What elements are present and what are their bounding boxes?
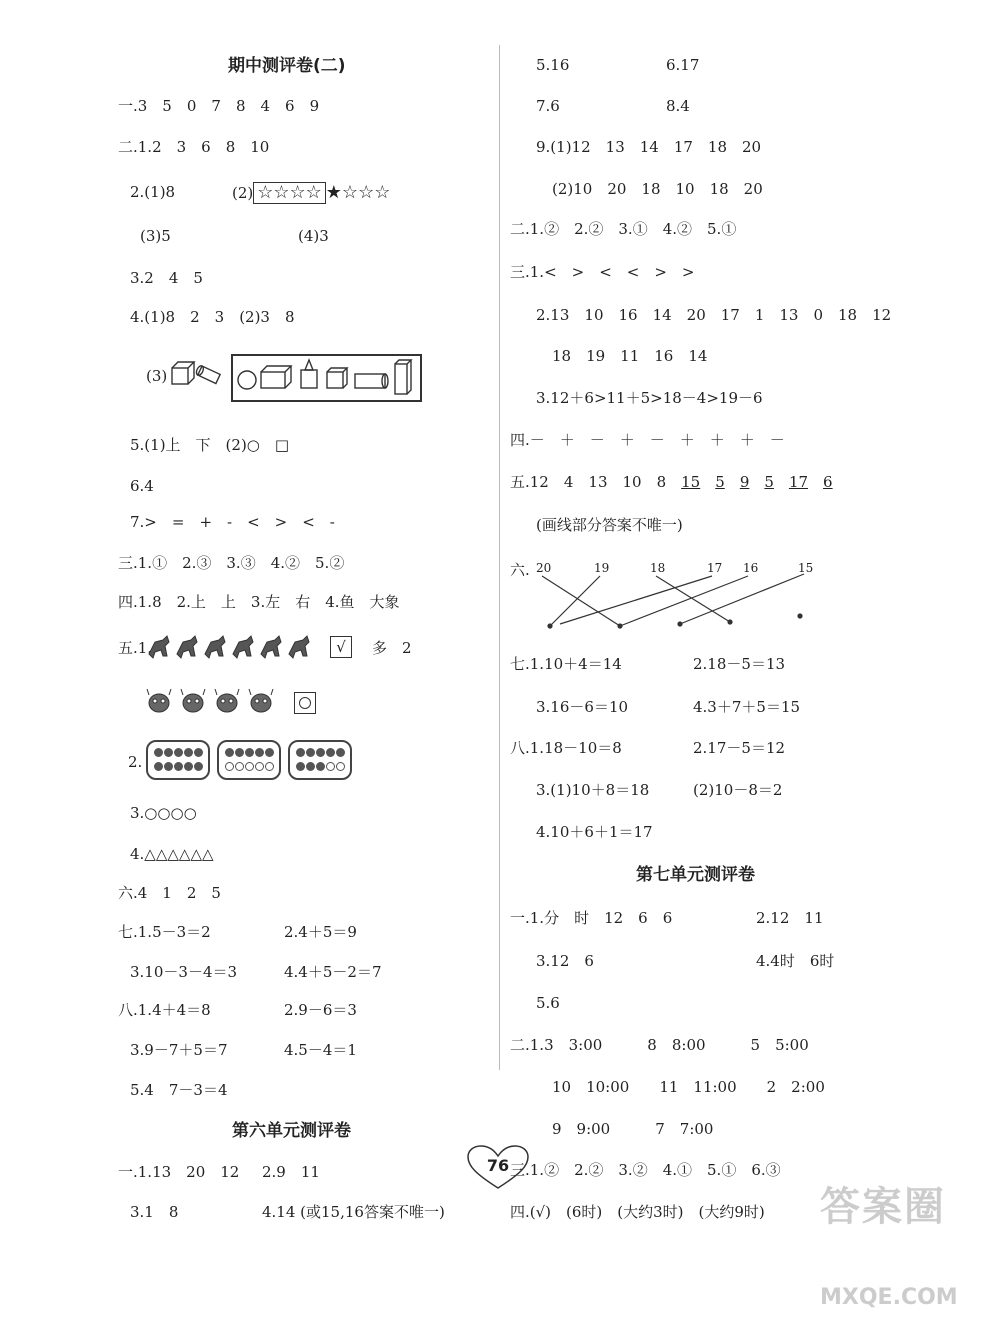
shapes-group-box [231,354,422,402]
answer-line: 2.9－6＝3 [284,1001,357,1019]
check-box: √ [330,636,352,658]
answer-line: 3.10－3－4＝3 [130,963,238,981]
underlined-answer: 15 [681,473,701,491]
section-title-midterm-2: 期中测评卷(二) [228,56,346,76]
underlined-answer: 5 [764,473,774,491]
answer-line: 6.4 [130,477,154,495]
match-number: 17 [707,561,723,575]
watermark-brand: 答案圈 [820,1184,946,1230]
answer-line: 4.14 (或15,16答案不唯一) [262,1203,445,1221]
horse-icons-row [145,632,315,664]
answer-line: 2.13 10 16 14 20 17 1 13 0 18 12 [536,306,892,324]
answer-line: 18 19 11 16 14 [552,347,708,365]
answer-label: 五.1. [118,639,153,657]
answer-line: 4.4＋5－2＝7 [284,963,382,981]
answer-line: 一.1.分 时 12 6 6 [510,909,673,927]
answer-line: 3.9－7＋5＝7 [130,1041,228,1059]
answer-line: 10 10:00 11 11:00 2 2:00 [552,1078,825,1096]
answer-line: 四.－ ＋ － ＋ － ＋ ＋ ＋ － [510,431,785,449]
answer-label: 六. [510,561,530,579]
answer-line: 2.(1)8 [130,183,176,201]
answer-line: 二.1.3 3:00 8 8:00 5 5:00 [510,1036,809,1054]
answer-line: 三.1.< > < < > > [510,263,695,281]
answer-label: 2. [128,753,143,771]
answer-line: (2)10 20 18 10 18 20 [552,180,763,198]
star-group-boxed: ☆☆☆☆ [253,182,326,204]
star-group-rest: ★☆☆☆ [325,182,391,203]
answer-line: 3.2 4 5 [130,269,203,287]
underlined-answer: 6 [823,473,833,491]
answer-line: 二.1.② 2.② 3.① 4.② 5.① [510,220,737,238]
matching-lines-figure [520,558,820,638]
answer-line: 一.1.13 20 12 [118,1163,240,1181]
answer-line: 三.1.① 2.③ 3.③ 4.② 5.② [118,554,345,572]
match-number: 20 [536,561,552,575]
match-number: 16 [743,561,759,575]
answer-line: (2)10－8＝2 [693,781,783,799]
answer-line: 3.12＋6>11＋5>18－4>19－6 [536,389,763,407]
solid-shapes-figure [168,358,228,392]
answer-line: 多 2 [372,639,412,657]
answer-line: 3.○○○○ [130,804,197,822]
section-title-unit-7: 第七单元测评卷 [636,865,755,885]
answer-line: 2.18－5＝13 [693,655,786,673]
underlined-answer: 5 [715,473,725,491]
answer-line: 3.16－6＝10 [536,698,629,716]
dot-frame [217,740,281,780]
dot-frame [146,740,210,780]
answer-line: 三.1.② 2.② 3.② 4.① 5.① 6.③ [510,1161,781,1179]
answer-line: 七.1.10＋4＝14 [510,655,622,673]
answer-line: 2.9 11 [262,1163,320,1181]
answer-line: 3.(1)10＋8＝18 [536,781,650,799]
answer-line: 5.4 7－3＝4 [130,1081,228,1099]
answer-line: 一.3 5 0 7 8 4 6 9 [118,97,320,115]
stars-answer [232,182,390,204]
answer-line: 3.12 6 [536,952,594,970]
underlined-answer: 17 [788,473,809,491]
answer-line: 四.(√) (6时) (大约3时) (大约9时) [510,1203,765,1221]
answer-line: 6.17 [666,56,700,74]
watermark-site: MXQE.COM [820,1285,958,1310]
answer-line: 5.(1)上 下 (2)○ □ [130,436,290,454]
answer-text: 五.12 4 13 10 8 [510,473,667,491]
answer-line: 2.12 11 [756,909,824,927]
answer-line: 八.1.4＋4＝8 [118,1001,211,1019]
cow-icons-row [145,685,275,719]
answer-line: 4.5－4＝1 [284,1041,357,1059]
answer-line: 7.> = + - < > < - [130,513,335,531]
answer-label: (2) [232,184,254,202]
answer-line: 2.4＋5＝9 [284,923,357,941]
underlined-answer: 9 [739,473,750,491]
page-number: 76 [486,1156,510,1175]
answer-line: 4.10＋6＋1＝17 [536,823,653,841]
answer-line: 四.1.8 2.上 上 3.左 右 4.鱼 大象 [118,593,400,611]
answer-line: 4.△△△△△△ [130,845,214,863]
section-title-unit-6: 第六单元测评卷 [232,1121,351,1141]
answer-line: 5.16 [536,56,570,74]
answer-line: 4.3＋7＋5＝15 [693,698,801,716]
answer-line: 5.6 [536,994,560,1012]
answer-note: (画线部分答案不唯一) [536,516,683,534]
answer-line: (4)3 [298,227,329,245]
answer-line: (3)5 [140,227,171,245]
answer-line: 4.(1)8 2 3 (2)3 8 [130,308,295,326]
page-number-badge [466,1144,530,1190]
column-divider [499,45,500,1070]
watermark [820,1175,958,1310]
answer-line: 六.4 1 2 5 [118,884,221,902]
answer-line: 8.4 [666,97,690,115]
match-number: 15 [798,561,814,575]
answer-line: 7.6 [536,97,560,115]
circle-box [294,692,316,714]
dot-frame [288,740,352,780]
answer-line-underlined [510,472,833,492]
answer-line: 二.1.2 3 6 8 10 [118,138,270,156]
answer-line: 4.4时 6时 [756,952,835,970]
match-number: 18 [650,561,666,575]
answer-label: (3) [146,367,168,385]
answer-line: 八.1.18－10＝8 [510,739,622,757]
answer-line: 2.17－5＝12 [693,739,786,757]
answer-line: 3.1 8 [130,1203,179,1221]
answer-line: 七.1.5－3＝2 [118,923,211,941]
answer-line: 9 9:00 7 7:00 [552,1120,714,1138]
answer-line: 9.(1)12 13 14 17 18 20 [536,138,762,156]
match-number: 19 [594,561,610,575]
